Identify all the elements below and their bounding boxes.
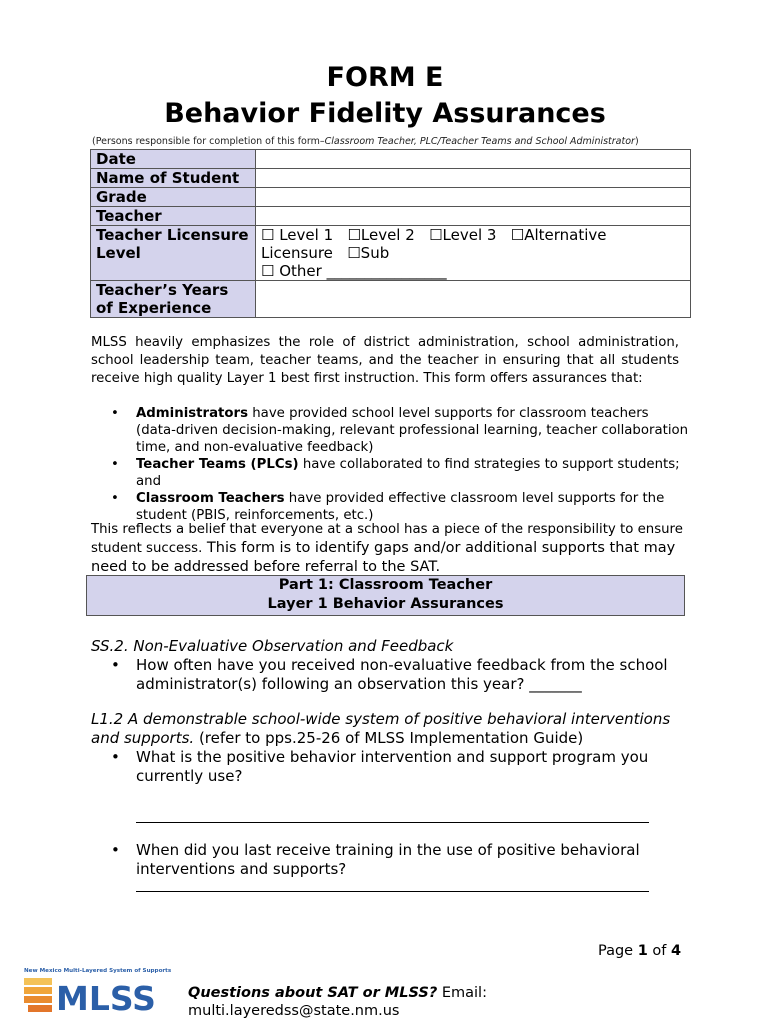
answer-line-1[interactable] — [136, 822, 649, 823]
student-info-table — [90, 149, 691, 318]
l12-question-2: • When did you last receive training in the use of positive behavioral interventions and supports? — [111, 841, 640, 878]
page-title: Behavior Fidelity Assurances — [164, 98, 606, 129]
contact-email[interactable]: multi.layeredss@state.nm.us — [188, 1003, 400, 1019]
ss2-question: • How often have you received non-evaluative feedback from the school administrator(s) following an observation this year? _______ — [111, 656, 668, 693]
part1-title: Part 1: Classroom Teacher — [278, 577, 493, 593]
logo-wordmark: MLSS — [56, 979, 156, 1016]
mlss-logo-graphic — [22, 966, 172, 1016]
list-item: • Teacher Teams (PLCs) have collaborated to find strategies to support students; and — [111, 457, 680, 489]
l12-question-1: • What is the positive behavior intervention and support program you currently use? — [111, 748, 649, 785]
years-experience-field[interactable] — [256, 281, 691, 318]
years-experience-label: Teacher’s Years of Experience — [91, 281, 256, 318]
grade-label: Grade — [91, 188, 256, 207]
teacher-field[interactable] — [256, 207, 691, 226]
level1-checkbox[interactable]: ☐ Level 1 — [261, 226, 334, 244]
licensure-options — [256, 226, 691, 281]
page-number: Page 1 of 4 — [598, 943, 682, 959]
alternative-checkbox[interactable]: ☐Alternative — [510, 226, 607, 244]
ss2-heading: SS.2. Non-Evaluative Observation and Feedback — [91, 637, 454, 655]
licensure-text: Licensure — [261, 244, 333, 262]
student-name-field[interactable] — [256, 169, 691, 188]
responsible-persons-note: (Persons responsible for completion of this form–Classroom Teacher, PLC/Teacher Teams and School Administrator) — [92, 136, 639, 147]
intro-paragraph: MLSS heavily emphasizes the role of district administration, school administration, school leadership team, teacher teams, and the teacher in ensuring that all students receive high quality Layer 1 best first instruction. This form offers assurances that: — [91, 335, 679, 386]
list-item: • Administrators have provided school level supports for classroom teachers (data-driven decision-making, relevant professional learning, teacher collaboration time, and non-evaluative feedback) — [111, 406, 689, 455]
form-label: FORM E — [326, 62, 444, 93]
teacher-label: Teacher — [91, 207, 256, 226]
level2-checkbox[interactable]: ☐Level 2 — [347, 226, 415, 244]
other-checkbox[interactable]: ☐ Other ________________ — [261, 262, 447, 280]
section-ss2 — [91, 637, 691, 694]
part1-header — [86, 575, 685, 616]
date-label: Date — [91, 150, 256, 169]
level3-checkbox[interactable]: ☐Level 3 — [429, 226, 497, 244]
footer-contact: Questions about SAT or MLSS? Email: multi.layeredss@state.nm.us — [188, 985, 487, 1019]
part1-subtitle: Layer 1 Behavior Assurances — [267, 596, 504, 612]
licensure-label: Teacher Licensure Level — [91, 226, 256, 281]
grade-field[interactable] — [256, 188, 691, 207]
answer-line-2[interactable] — [136, 891, 649, 892]
assurances-list — [91, 405, 691, 524]
student-name-label: Name of Student — [91, 169, 256, 188]
sub-checkbox[interactable]: ☐Sub — [347, 244, 390, 262]
list-item: • Classroom Teachers have provided effective classroom level supports for the student (PBIS, reinforcements, etc.) — [111, 491, 665, 523]
mlss-logo — [22, 966, 172, 1016]
section-l12-q2 — [91, 841, 691, 879]
date-field[interactable] — [256, 150, 691, 169]
section-l12 — [91, 710, 691, 786]
l12-heading: L1.2 A demonstrable school-wide system of positive behavioral interventions and supports. (refer to pps.25-26 of MLSS Implementation Guide) — [91, 710, 671, 747]
reflection-paragraph: This reflects a belief that everyone at a school has a piece of the responsibility to ensure student success. This form is to identify gaps and/or additional supports that may need to be addressed before referral to the SAT. — [91, 522, 683, 575]
logo-tagline: New Mexico Multi-Layered System of Supports — [24, 968, 172, 974]
